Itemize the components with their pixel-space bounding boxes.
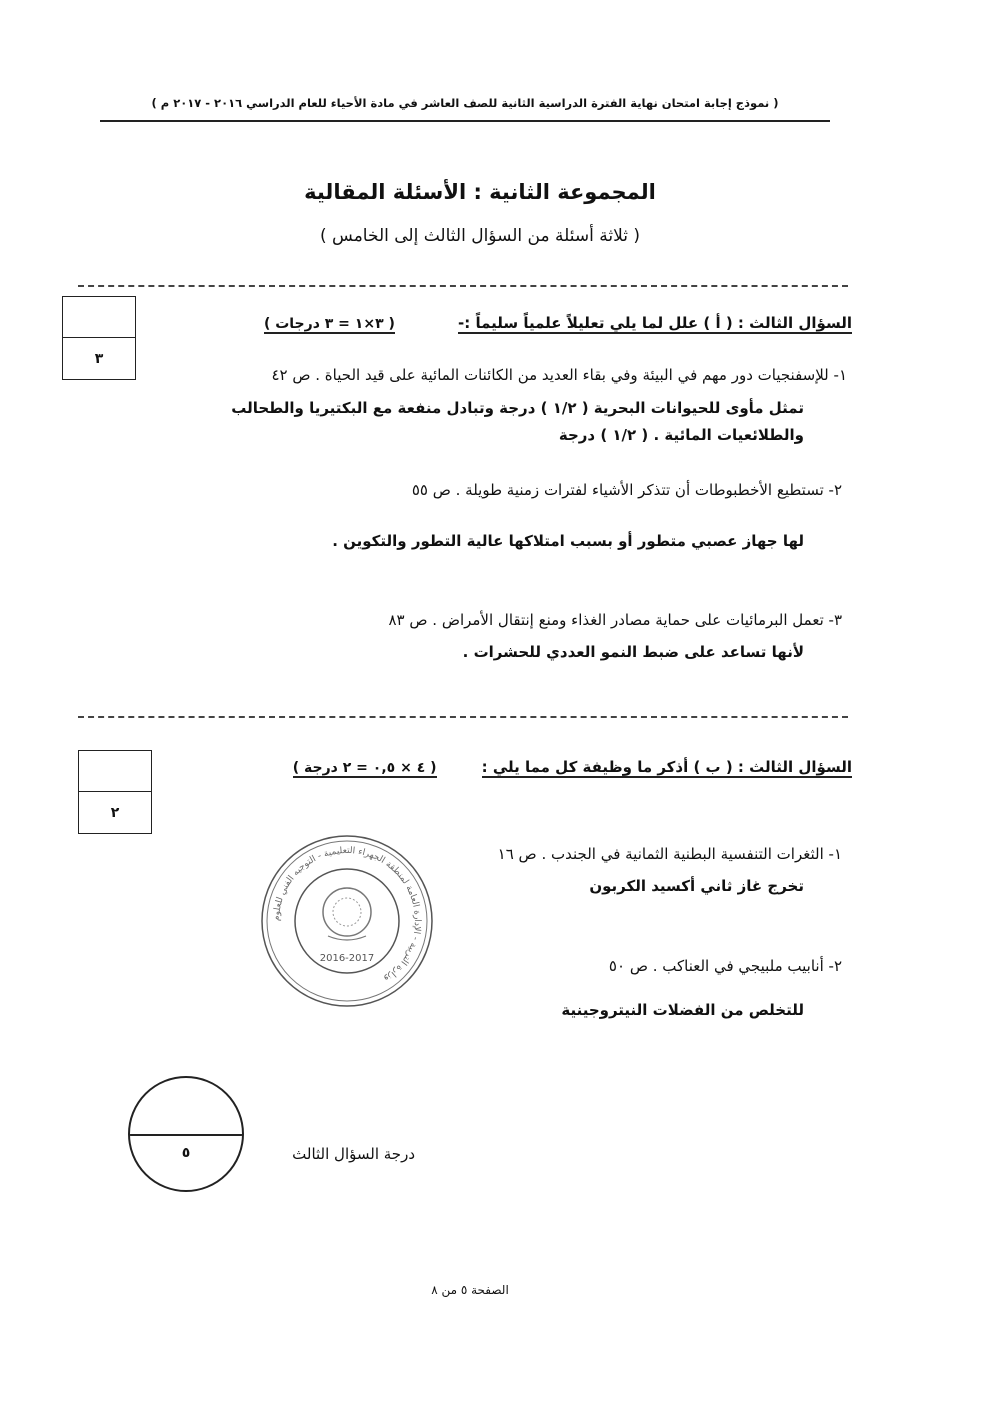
- question-a-header: [152, 313, 852, 332]
- total-score-value: ٥: [181, 1145, 191, 1162]
- question-a-score-bottom: ٣: [94, 350, 104, 367]
- question-b-item-2-answer: للتخلص من الفضلات النيتروجينية: [561, 1001, 804, 1019]
- question-b-score-bottom: ٢: [110, 804, 120, 821]
- total-score-label: درجة السؤال الثالث: [292, 1145, 415, 1163]
- question-b-header: [152, 757, 852, 776]
- page-number: الصفحة ٥ من ٨: [431, 1283, 509, 1297]
- question-a-item-3-answer: لأنها تساعد على ضبط النمو العددي للحشرات .: [462, 643, 804, 661]
- question-b-marks: ( ٤ × ٠,٥ = ٢ درجة ): [292, 760, 437, 776]
- question-b-title: السؤال الثالث : ( ب ) أذكر ما وظيفة كل مما يلي :: [481, 758, 852, 776]
- question-a-title: السؤال الثالث : ( أ ) علل لما يلي تعليلاً علمياً سليماً :-: [458, 314, 852, 332]
- question-a-item-1: ١- للإسفنجيات دور مهم في البيئة وفي بقاء العديد من الكائنات المائية على قيد الحياة . ص ٤٢: [271, 366, 847, 384]
- total-score-divider: [130, 1134, 242, 1136]
- question-a-item-2-answer: لها جهاز عصبي متطور أو بسبب امتلاكها عالية التطور والتكوين .: [332, 532, 804, 550]
- stamp-graphic: [258, 832, 436, 1010]
- question-a-score-top: [63, 297, 135, 338]
- question-a-item-1-answer-line-1: تمثل مأوى للحيوانات البحرية ( ١/٢ ) درجة وتبادل منفعة مع البكتيريا والطحالب: [231, 399, 804, 417]
- question-b-score-box: [78, 750, 152, 834]
- stamp-year: 2016-2017: [319, 953, 375, 964]
- question-b-item-2: ٢- أنابيب ملبيجي في العناكب . ص ٥٠: [608, 957, 842, 975]
- total-score-circle: [128, 1076, 244, 1192]
- question-a-item-3: ٣- تعمل البرمائيات على حماية مصادر الغذاء ومنع إنتقال الأمراض . ص ٨٣: [388, 611, 842, 629]
- question-b-item-1: ١- الثغرات التنفسية البطنية الثمانية في الجندب . ص ١٦: [497, 845, 842, 863]
- section-divider-2: [78, 716, 848, 718]
- group-subtitle: ( ثلاثة أسئلة من السؤال الثالث إلى الخامس ): [319, 226, 641, 246]
- question-a-item-1-answer-line-2: والطلائعيات المائية . ( ١/٢ ) درجة: [558, 426, 804, 444]
- official-stamp: [258, 832, 436, 1010]
- group-title: المجموعة الثانية : الأسئلة المقالية: [304, 180, 656, 204]
- question-b-score-top: [79, 751, 151, 792]
- question-a-item-2: ٢- تستطيع الأخطبوطات أن تتذكر الأشياء لفترات زمنية طويلة . ص ٥٥: [411, 481, 842, 499]
- question-a-marks: ( ٣×١ = ٣ درجات ): [263, 316, 395, 332]
- exam-header: [100, 96, 830, 122]
- section-divider: [78, 285, 848, 287]
- question-b-item-1-answer: تخرج غاز ثاني أكسيد الكربون: [589, 877, 804, 895]
- exam-header-text: ( نموذج إجابة امتحان نهاية الفترة الدراسية الثانية للصف العاشر في مادة الأحياء للعام الدراسي ٢٠١٦ - ٢٠١٧ م ): [151, 96, 779, 110]
- stamp-outer-text: وزارة التربية - الإدارة العامة لمنطقة الجهراء التعليمية - التوجيه الفني للعلوم: [271, 845, 423, 984]
